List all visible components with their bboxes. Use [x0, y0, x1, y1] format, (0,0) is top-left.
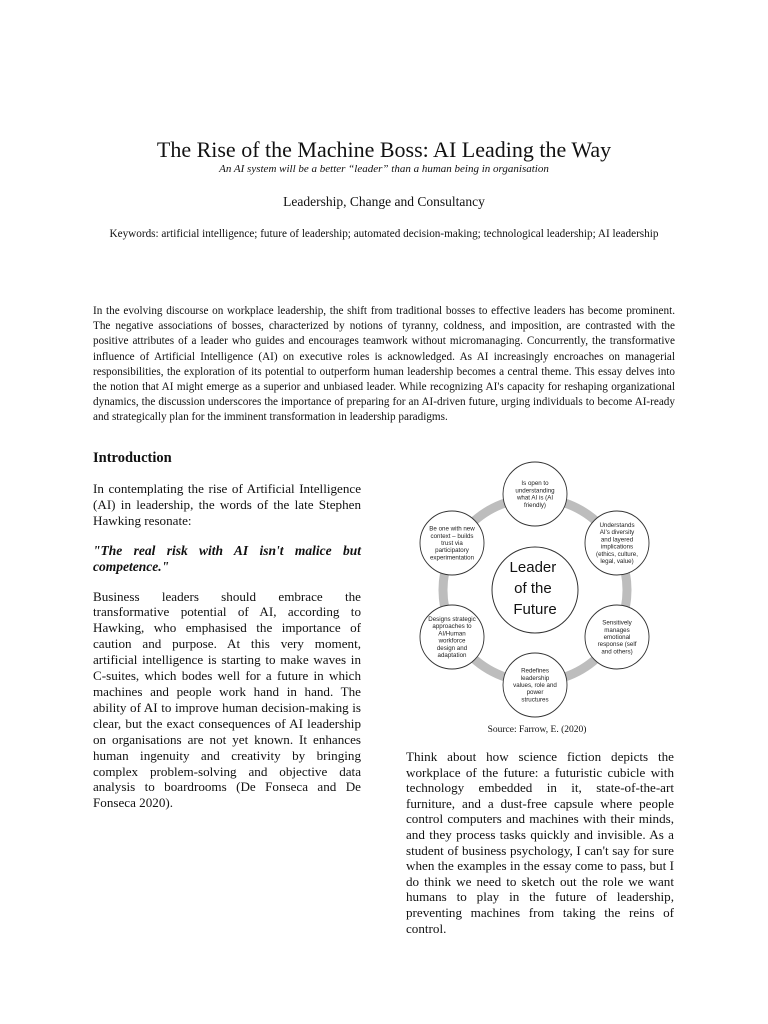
diagram-node-label-line: context – builds	[430, 532, 474, 540]
diagram-canvas	[392, 457, 682, 722]
diagram-node-label-line: values, role and	[513, 682, 557, 689]
diagram-node-label-line: understanding	[515, 487, 555, 495]
introduction-heading: Introduction	[93, 450, 172, 466]
diagram-node	[420, 605, 484, 669]
diagram-node-label-line: workforce	[438, 637, 466, 645]
diagram-node-label-line: Redefines	[521, 667, 549, 675]
diagram-node-label-line: and layered	[600, 536, 634, 544]
diagram-node-label-line: manages	[604, 626, 630, 634]
hawking-quote: "The real risk with AI isn't malice but competence."	[93, 542, 361, 574]
intro-paragraph-2: Business leaders should embrace the transformative potential of AI, according to Hawking, who emphasised the importance of caution and purpose. At this very moment, artificial intelligence is starting to make waves in C-suites, which bodes well for a future in which machines and people work hand in hand. The ability of AI to improve human decision-making is clear, but the exact consequences of AI leadership on organisations are not yet known. It enhances human ingenuity and creativity by bringing complex problem-solving and objective data analysis to boardrooms (De Fonseca and De Fonseca 2020).	[93, 588, 361, 811]
diagram-node-label-line: what AI is (AI	[516, 494, 554, 502]
diagram-node-label-line: adaptation	[437, 652, 467, 659]
diagram-node-label-line: participatory	[435, 547, 469, 555]
right-column	[406, 749, 674, 936]
diagram-node-label-line: design and	[436, 644, 468, 652]
diagram-node-label-line: AI's diversity	[599, 529, 635, 537]
diagram-node-label-line: experimentation	[429, 554, 475, 562]
diagram-node-label-line: (ethics, culture,	[596, 550, 638, 558]
diagram-node-label-line: structures	[521, 696, 549, 704]
diagram-node-label-line: Designs strategic	[428, 616, 476, 623]
diagram-node-label-line: Sensitively	[602, 619, 632, 627]
diagram-node	[503, 462, 567, 526]
diagram-node-label-line: Understands	[599, 522, 635, 529]
center-label-line: Leader	[509, 559, 557, 576]
diagram-node-label-line: response (self	[597, 641, 637, 649]
diagram-node	[420, 511, 484, 575]
diagram-node-label-line: power	[526, 689, 544, 697]
diagram-node-label-line: emotional	[603, 634, 631, 641]
introduction-column	[93, 450, 361, 825]
keywords: Keywords: artificial intelligence; future of leadership; automated decision-making; technological leadership; AI leadership	[109, 228, 659, 240]
diagram-node	[585, 511, 649, 575]
right-paragraph: Think about how science fiction depicts the workplace of the future: a futuristic cubicle with technology embedded in it, state-of-the-art furniture, and a dust-free capsule where people control computers and machines with their minds, and they process tasks quickly and invisible. As a student of business psychology, I can't say for sure when the examples in the essay come to pass, but I do think we need to sketch out the role we want humans to play in the future of leadership, preventing machines from taking the reins of control.	[406, 749, 674, 936]
center-label	[510, 559, 561, 618]
diagram-node-label-line: legal, value)	[600, 558, 634, 565]
figure-source: Source: Farrow, E. (2020)	[487, 725, 587, 735]
diagram-node-label-line: friendly)	[523, 501, 547, 509]
diagram-node-label	[596, 522, 638, 565]
paper-title: The Rise of the Machine Boss: AI Leading the Way	[156, 137, 612, 162]
section-name: Leadership, Change and Consultancy	[283, 194, 485, 209]
diagram-node-label-line: trust via	[441, 540, 463, 547]
diagram-node-label-line: and others)	[601, 648, 633, 656]
intro-paragraph-1: In contemplating the rise of Artificial Intelligence (AI) in leadership, the words of the late Stephen Hawking resonate:	[93, 481, 361, 528]
diagram-node-label-line: Is open to	[521, 480, 549, 488]
center-label-line: of the	[514, 580, 552, 597]
leader-of-the-future-diagram	[392, 457, 682, 722]
center-label-line: Future	[513, 601, 557, 618]
diagram-node-label-line: approaches to	[432, 623, 472, 631]
diagram-node	[585, 605, 649, 669]
paper-subtitle: An AI system will be a better “leader” than a human being in organisation	[219, 163, 549, 175]
diagram-node-label-line: AI/Human	[438, 630, 466, 638]
diagram-node-label-line: implications	[600, 543, 634, 551]
abstract: In the evolving discourse on workplace leadership, the shift from traditional bosses to effective leaders has become prominent. The negative associations of bosses, characterized by notions of tyranny, coldness, and imposition, are contrasted with the positive attributes of a leader who guides and encourages teamwork without micromanaging. Concurrently, the transformative influence of Artificial Intelligence (AI) on executive roles is acknowledged. As AI increasingly encroaches on managerial responsibilities, the exploration of its potential to outperform human leadership becomes a central theme. This essay delves into the notion that AI might emerge as a superior and unbiased leader. While recognizing AI's capacity for reshaping organizational dynamics, the discussion underscores the importance of preparing for an AI-driven future, urging individuals to become AI-ready and strategically plan for the imminent transformation in leadership paradigms.	[93, 305, 675, 424]
diagram-node-label-line: Be one with new	[429, 525, 475, 533]
diagram-node	[503, 653, 567, 717]
diagram-node-label-line: leadership	[520, 674, 550, 682]
